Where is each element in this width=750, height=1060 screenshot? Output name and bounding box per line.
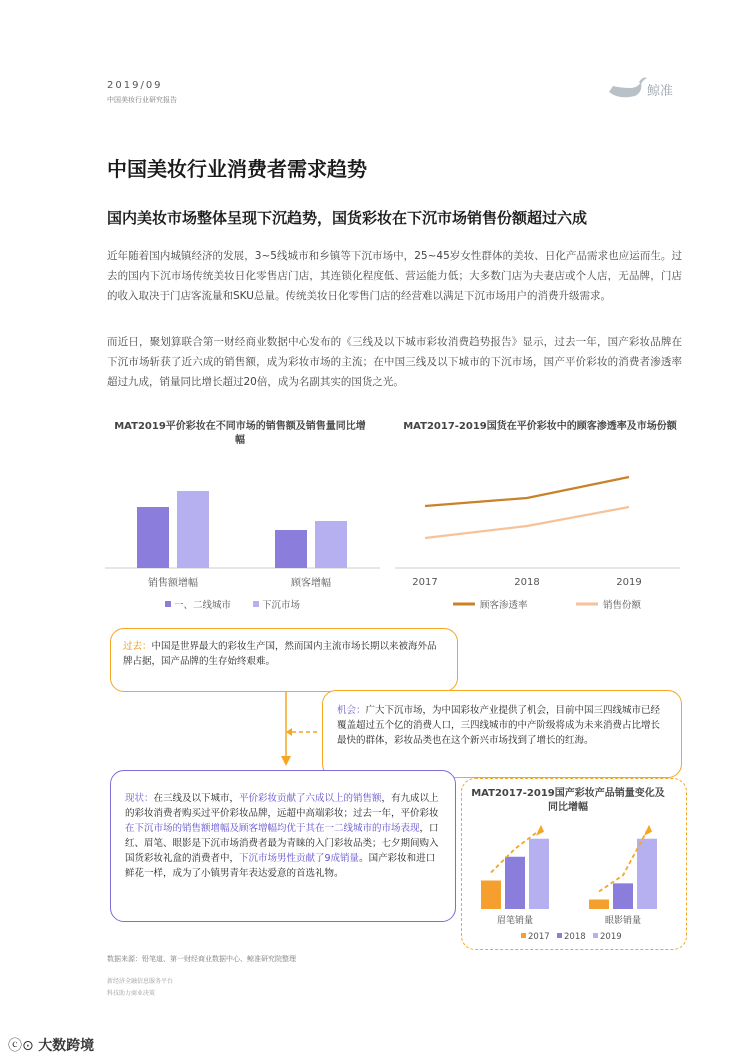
chart3 xyxy=(465,815,680,945)
chart3-legend-label: 2018 xyxy=(564,932,586,942)
status-text-3: ，口红、眉笔、眼影是下沉市场消费者最为青睐的入门彩妆品类；七夕期间购入国货彩妆礼盒的消费者中， xyxy=(125,823,439,864)
chart3-trend-arrow xyxy=(536,825,544,836)
watermark-text: 大数跨境 xyxy=(38,1038,95,1054)
chart1-legend-label: 下沉市场 xyxy=(262,600,301,611)
opportunity-label: 机会： xyxy=(337,705,366,716)
status-box xyxy=(110,770,456,922)
past-text: 中国是世界最大的彩妆生产国，然而国内主流市场长期以来被海外品牌占据，国产品牌的生存始终艰难。 xyxy=(123,641,437,667)
page-title: 中国美妆行业消费者需求趋势 xyxy=(107,157,367,181)
chart1-legend-swatch xyxy=(253,601,259,607)
opportunity-text: 广大下沉市场，为中国彩妆产业提供了机会，目前中国三四线城市已经覆盖超过五个亿的消费人口，三四线城市的中产阶级将成为未来消费占比增长最快的群体，彩妆品类也在这个新兴市场找到了增长的红海。 xyxy=(337,705,661,746)
brand-name: 鲸准 xyxy=(647,84,674,99)
chart3-legend-label: 2019 xyxy=(600,932,622,942)
chart3-bar xyxy=(613,883,633,909)
past-label: 过去： xyxy=(123,641,152,652)
status-text-4: 。国产彩妆和进口鲜花一样，成为了小镇男青年表达爱意的首选礼物。 xyxy=(125,853,436,879)
chart3-category-label: 眉笔销量 xyxy=(496,916,534,926)
chart3-legend-swatch xyxy=(557,933,562,938)
report-date: 2019/09 xyxy=(107,80,163,91)
chart2-legend-label: 顾客渗透率 xyxy=(480,600,528,611)
chart3-legend-swatch xyxy=(593,933,598,938)
opportunity-box xyxy=(322,690,682,778)
watermark-icon: ⓒ⊙ xyxy=(8,1038,39,1054)
status-text-2: ，有九成以上的彩妆消费者购买过平价彩妆品牌，远超中高端彩妆；过去一年，平价彩妆 xyxy=(125,793,439,819)
paragraph-1: 近年随着国内城镇经济的发展，3~5线城市和乡镇等下沉市场中，25~45岁女性群体的美妆、日化产品需求也应运而生。过去的国内下沉市场传统美妆日化零售店门店，其连锁化程度低、营运能力低；大多数门店为夫妻店或个人店，无品牌，门店的收入取决于门店客流量和SKU总量。传统美妆日化零售门店的经营难以满足下沉市场用户的消费升级需求。 xyxy=(107,250,682,302)
chart3-bar xyxy=(637,839,657,909)
chart1 xyxy=(105,460,380,620)
chart1-bar xyxy=(275,530,307,568)
chart3-bar xyxy=(589,900,609,910)
paragraph-2: 而近日，聚划算联合第一财经商业数据中心发布的《三线及以下城市彩妆消费趋势报告》显示，过去一年，国产彩妆品牌在下沉市场斩获了近六成的销售额，成为彩妆市场的主流；在中国三线及以下城市的下沉市场，国产平价彩妆的消费者渗透率超过九成，销量同比增长超过20倍，成为名副其实的国货之光。 xyxy=(107,336,682,388)
chart3-title: MAT2017-2019国产彩妆产品销量变化及同比增幅 xyxy=(471,788,665,813)
report-name: 中国美妆行业研究报告 xyxy=(107,96,177,104)
chart1-title: MAT2019平价彩妆在不同市场的销售额及销售量同比增幅 xyxy=(114,421,366,446)
chart3-trend-arrow xyxy=(644,825,652,836)
chart2-tick-label: 2017 xyxy=(412,577,438,588)
footer-line-1: 新经济全融信息服务平台 xyxy=(107,978,174,985)
chart1-category-label: 顾客增幅 xyxy=(291,578,331,589)
chart3-bar xyxy=(481,881,501,910)
chart3-bar xyxy=(505,857,525,909)
chart2-series-line xyxy=(425,507,629,538)
status-highlight-1: 平价彩妆贡献了六成以上的销售额 xyxy=(239,793,382,804)
chart2-tick-label: 2019 xyxy=(616,577,642,588)
chart3-bar xyxy=(529,839,549,909)
status-text-1: 在三线及以下城市， xyxy=(153,793,240,804)
data-source: 数据来源：铅笔道、第一财经商业数据中心、鲸准研究院整理 xyxy=(107,955,296,963)
chart2-tick-label: 2018 xyxy=(514,577,540,588)
chart3-legend-swatch xyxy=(521,933,526,938)
chart2-legend-label: 销售份额 xyxy=(603,600,642,611)
chart1-category-label: 销售额增幅 xyxy=(148,578,198,589)
status-highlight-2: 在下沉市场的销售额增幅及顾客增幅均优于其在一二线城市的市场表现 xyxy=(125,823,420,834)
status-highlight-3: 下沉市场男性贡献了9成销量 xyxy=(239,853,360,864)
flow-connectors xyxy=(270,690,330,780)
watermark xyxy=(8,1035,94,1055)
chart3-legend-label: 2017 xyxy=(528,932,550,942)
status-label: 现状： xyxy=(125,793,154,804)
chart2-series-line xyxy=(425,477,629,506)
chart1-legend-swatch xyxy=(165,601,171,607)
chart2 xyxy=(395,460,690,620)
chart1-bar xyxy=(137,507,169,568)
footer-line-2: 科技助力商业决策 xyxy=(107,990,156,997)
past-box xyxy=(110,628,458,692)
section-subtitle: 国内美妆市场整体呈现下沉趋势，国货彩妆在下沉市场销售份额超过六成 xyxy=(107,209,588,227)
chart1-bar xyxy=(315,521,347,568)
chart1-bar xyxy=(177,491,209,568)
chart3-category-label: 眼影销量 xyxy=(604,916,642,926)
chart2-title: MAT2017-2019国货在平价彩妆中的顾客渗透率及市场份额 xyxy=(403,421,677,432)
chart1-legend-label: 一、二线城市 xyxy=(174,600,232,611)
